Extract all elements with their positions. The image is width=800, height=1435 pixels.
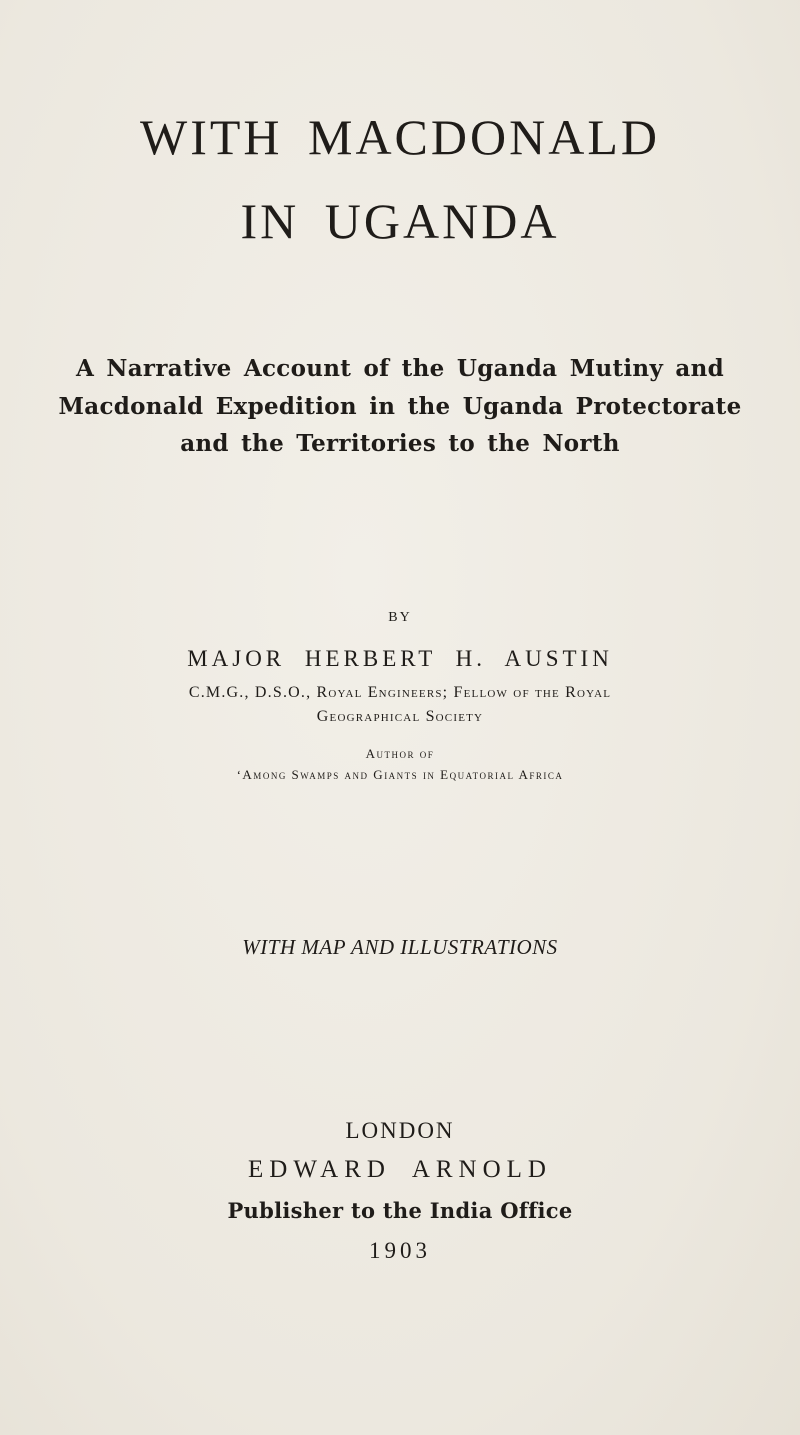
other-work-title: ‘Among Swamps and Giants in Equatorial Africa: [236, 767, 564, 782]
book-title-line-1: WITH MACDONALD: [140, 109, 660, 165]
subtitle-line-2: Macdonald Expedition in the Uganda Protectorate: [58, 393, 742, 420]
by-label: BY: [388, 610, 412, 625]
imprint-year: 1903: [369, 1238, 431, 1263]
author-credentials-line-1: C.M.G., D.S.O., Royal Engineers; Fellow of the Royal: [188, 684, 612, 701]
subtitle-line-1: A Narrative Account of the Uganda Mutiny and: [75, 355, 725, 382]
imprint-publisher: EDWARD ARNOLD: [248, 1156, 552, 1183]
illustrations-note: WITH MAP AND ILLUSTRATIONS: [242, 935, 558, 959]
subtitle-line-3: and the Territories to the North: [180, 430, 620, 457]
book-title-line-2: IN UGANDA: [240, 193, 560, 249]
author-credentials-line-2: Geographical Society: [316, 708, 484, 725]
author-name: MAJOR HERBERT H. AUSTIN: [187, 646, 613, 671]
imprint-city: LONDON: [345, 1118, 455, 1143]
imprint-publisher-note: Publisher to the India Office: [227, 1198, 573, 1223]
author-of-label: Author of: [365, 746, 435, 761]
